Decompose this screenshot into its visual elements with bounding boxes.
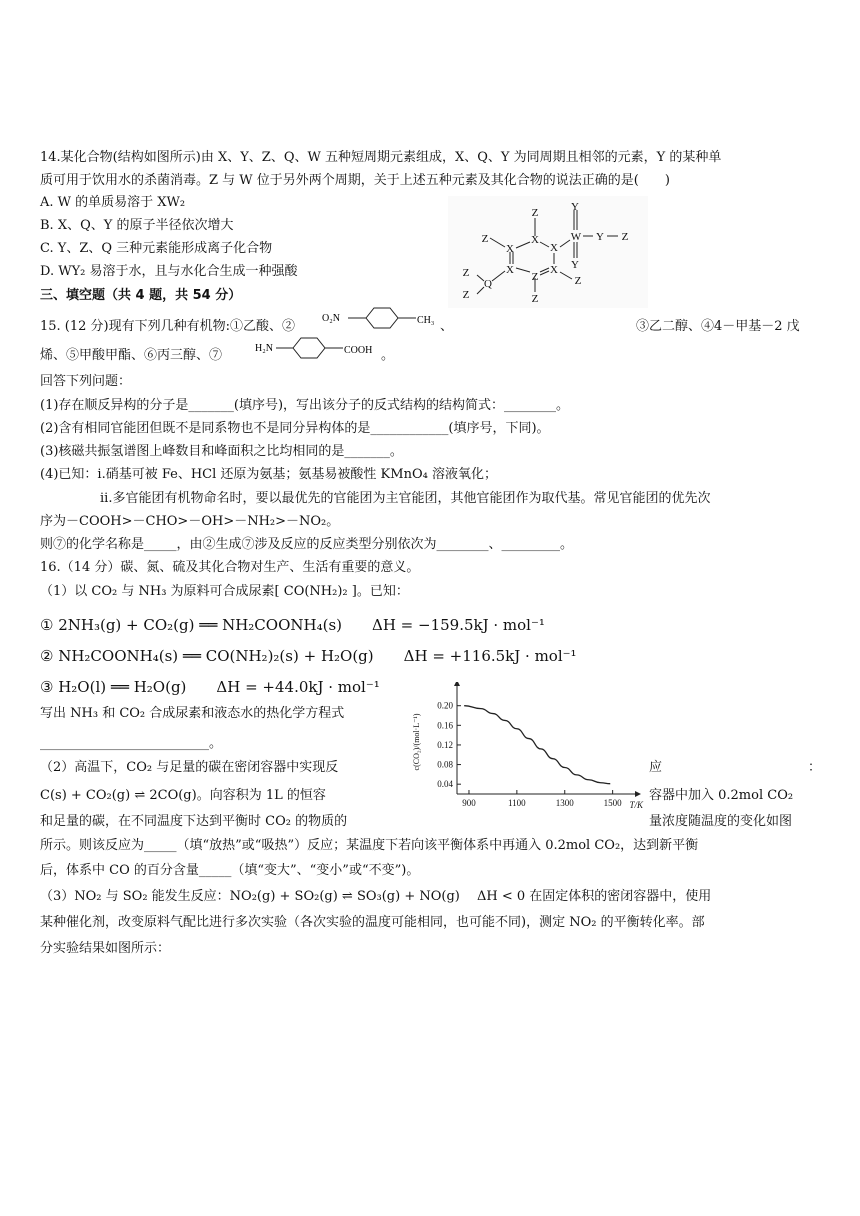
q16-part3-line3: 分实验结果如图所示： xyxy=(40,941,171,956)
struct-atom-y1: Y xyxy=(571,201,579,213)
q16-part1-blank: __________________________。 xyxy=(40,736,223,751)
x-tick-label-1: 1100 xyxy=(508,798,526,808)
q16-part2-line5: 后，体系中 CO 的百分含量_____（填“变大”、“变小”或“不变”)。 xyxy=(40,863,420,878)
x-axis-arrow xyxy=(635,791,641,797)
q15-line1-b: 、 xyxy=(440,319,454,334)
struct-atom-x1: X xyxy=(506,243,514,255)
q16-title: 16.（14 分）碳、氮、硫及其化合物对生产、生活有重要的意义。 xyxy=(40,560,420,575)
x-axis-label: T/K xyxy=(629,800,643,810)
q15-ask: 回答下列问题： xyxy=(40,374,132,389)
q15-molecule-7 xyxy=(255,336,383,366)
mol2-nitro-label: O₂N xyxy=(322,313,340,324)
q16-part3-line1: （3）NO₂ 与 SO₂ 能发生反应：NO₂(g) + SO₂(g) ⇌ SO₃(g) + NO(g) ΔH < 0 在固定体积的密闭容器中，使用 xyxy=(40,889,712,904)
q14-stem-line1: 14.某化合物(结构如图所示)由 X、Y、Z、Q、W 五种短周期元素组成，X、Q、Y 为同周期且相邻的元素，Y 的某种单 xyxy=(40,150,722,165)
y-tick-label-0: 0.04 xyxy=(437,779,453,790)
struct-atom-y3: Y xyxy=(571,259,579,271)
q15-line1-a: 15. (12 分)现有下列几种有机物:①乙酸、② xyxy=(40,319,296,334)
q16-part2-line1: （2）高温下，CO₂ 与足量的碳在密闭容器中实现反 xyxy=(40,760,339,775)
section-heading: 三、填空题（共 4 题，共 54 分） xyxy=(40,288,242,303)
q15-part1: (1)存在顺反异构的分子是_______(填序号)，写出该分子的反式结构的结构简式：________。 xyxy=(40,398,570,413)
q15-molecule-2 xyxy=(322,306,450,340)
q16-equation-3: ③ H₂O(l) ══ H₂O(g) ΔH = +44.0kJ · mol⁻¹ xyxy=(40,678,380,696)
struct-atom-x5: X xyxy=(550,264,558,276)
struct-atom-y2: Y xyxy=(596,231,604,243)
q14-stem-line2: 质可用于饮用水的杀菌消毒。Z 与 W 位于另外两个周期，关于上述五种元素及其化合物的说法正确的是( ) xyxy=(40,173,670,188)
y-tick-label-1: 0.08 xyxy=(437,759,453,770)
struct-atom-z6: Z xyxy=(462,267,470,279)
q15-part5: 则⑦的化学名称是_____，由②生成⑦涉及反应的反应类型分别依次为________、_________。 xyxy=(40,537,574,552)
series-line-0 xyxy=(464,706,610,784)
x-tick-label-2: 1300 xyxy=(555,798,574,808)
struct-atom-z10: Z xyxy=(531,293,539,305)
q15-part2: (2)含有相同官能团但既不是同系物也不是同分异构体的是____________(填序号，下同)。 xyxy=(40,421,550,436)
mol7-amine-label: H₂N xyxy=(255,343,273,354)
q16-part2-line2-r: 容器中加入 0.2mol CO₂ xyxy=(649,788,794,803)
x-tick-label-0: 900 xyxy=(462,798,476,808)
q14-option-b: B. X、Q、Y 的原子半径依次增大 xyxy=(40,218,234,233)
q15-part4: (4)已知：i.硝基可被 Fe、HCl 还原为氨基；氨基易被酸性 KMnO₄ 溶液氧化； xyxy=(40,467,497,482)
struct-atom-z9: Z xyxy=(574,275,582,287)
x-tick-label-3: 1500 xyxy=(603,798,622,808)
q16-equation-1: ① 2NH₃(g) + CO₂(g) ══ NH₂COONH₄(s) ΔH = −159.5kJ · mol⁻¹ xyxy=(40,616,545,634)
q14-structure-diagram xyxy=(448,196,648,308)
q14-option-c: C. Y、Z、Q 三种元素能形成离子化合物 xyxy=(40,241,273,256)
struct-atom-z1: Z xyxy=(531,207,539,219)
struct-atom-w: W xyxy=(570,231,582,243)
q15-part4-ii-line2: 序为－COOH>－CHO>－OH>－NH₂>－NO₂。 xyxy=(40,514,340,529)
q15-line1-c: ③乙二醇、④4－甲基－2 戊 xyxy=(636,319,800,334)
q16-part2-line1-r1: 应 xyxy=(649,760,663,775)
q15-line2-b: 。 xyxy=(381,348,395,363)
q16-part2-line4: 所示。则该反应为_____（填“放热”或“吸热”）反应；某温度下若向该平衡体系中再通入 0.2mol CO₂，达到新平衡 xyxy=(40,838,699,853)
y-tick-label-4: 0.20 xyxy=(437,700,453,711)
struct-atom-x3: X xyxy=(550,242,558,254)
y-tick-label-2: 0.12 xyxy=(437,739,453,750)
struct-atom-q: Q xyxy=(484,278,492,290)
struct-atom-x4: X xyxy=(506,264,514,276)
q16-part1: （1）以 CO₂ 与 NH₃ 为原料可合成尿素[ CO(NH₂)₂ ]。已知： xyxy=(40,584,409,599)
struct-atom-x2: X xyxy=(531,234,539,246)
y-axis-arrow xyxy=(454,682,460,686)
struct-atom-z2: Z xyxy=(481,233,489,245)
q15-line2-a: 烯、⑤甲酸甲酯、⑥丙三醇、⑦ xyxy=(40,348,223,363)
q16-part2-line3: 和足量的碳，在不同温度下达到平衡时 CO₂ 的物质的 xyxy=(40,814,348,829)
q14-option-d: D. WY₂ 易溶于水，且与水化合生成一种强酸 xyxy=(40,264,298,279)
q14-option-a: A. W 的单质易溶于 XW₂ xyxy=(40,195,186,210)
q15-part4-ii-line1: ii.多官能团有机物命名时，要以最优先的官能团为主官能团，其他官能团作为取代基。常见官能团的优先次 xyxy=(100,491,711,506)
q16-equation-2: ② NH₂COONH₄(s) ══ CO(NH₂)₂(s) + H₂O(g) ΔH = +116.5kJ · mol⁻¹ xyxy=(40,647,577,665)
q16-part2-line3-r: 量浓度随温度的变化如图 xyxy=(649,814,793,829)
q15-part3: (3)核磁共振氢谱图上峰数目和峰面积之比均相同的是_______。 xyxy=(40,444,403,459)
y-tick-label-3: 0.16 xyxy=(437,720,453,731)
q16-part1-ask: 写出 NH₃ 和 CO₂ 合成尿素和液态水的热化学方程式 xyxy=(40,706,345,721)
struct-atom-z7: Z xyxy=(531,271,539,283)
y-axis-label: c(CO₂)/(mol·L⁻¹) xyxy=(412,713,421,771)
co2-concentration-chart xyxy=(405,682,645,820)
q16-part3-line2: 某种催化剂，改变原料气配比进行多次实验（各次实验的温度可能相同，也可能不同)，测定 NO₂ 的平衡转化率。部 xyxy=(40,915,705,930)
q16-part2-line1-r2: ： xyxy=(808,760,822,775)
struct-atom-z8: Z xyxy=(462,289,470,301)
mol2-methyl-label: CH₃ xyxy=(417,315,435,326)
q16-part2-line2: C(s) + CO₂(g) ⇌ 2CO(g)。向容积为 1L 的恒容 xyxy=(40,788,326,803)
struct-atom-z4: Z xyxy=(621,231,629,243)
mol7-carboxyl-label: COOH xyxy=(344,345,373,356)
